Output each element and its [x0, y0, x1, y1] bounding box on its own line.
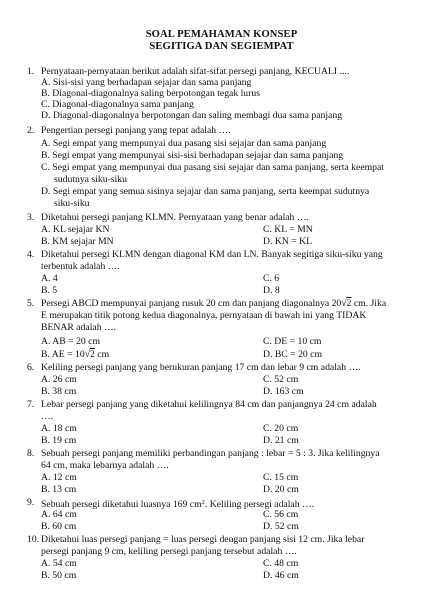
option-d: D. BC = 20 cm — [263, 349, 323, 360]
option-a: A. 64 cm — [41, 509, 77, 520]
option-c: C. 52 cm — [263, 374, 299, 385]
option-b: B. Segi empat yang mempunyai sisi-sisi berhadapan sejajar dan sama panjang — [41, 150, 344, 161]
question-number: 8. — [27, 448, 35, 459]
option-b: B. KM sejajar MN — [41, 236, 114, 247]
option-b: B. 19 cm — [41, 435, 77, 446]
question-text-continued: 64 cm, maka lebarnya adalah …. — [41, 460, 169, 471]
question-text-continued: persegi panjang 9 cm, keliling persegi panjang tersebut adalah …. — [41, 546, 297, 557]
option-d: D. 21 cm — [263, 435, 299, 446]
question-text: Diketahui persegi KLMN dengan diagonal KM dan LN. Banyak segitiga siku-siku yang — [41, 249, 383, 260]
question-text-continued: BENAR adalah …. — [41, 322, 117, 333]
option-b — [41, 349, 109, 360]
question-text-part: . Keliling persegi adalah …. — [204, 499, 315, 510]
option-d: D. 52 cm — [263, 521, 299, 532]
option-a: A. 54 cm — [41, 558, 77, 569]
superscript: 2 — [201, 499, 205, 506]
option-a: A. Sisi-sisi yang berhadapan sejajar dan sama panjang — [41, 77, 252, 88]
question-number: 6. — [27, 362, 35, 373]
question-number: 5. — [27, 298, 35, 309]
question-number: 3. — [27, 212, 35, 223]
sqrt-symbol: √ — [84, 349, 91, 360]
option-a: A. 18 cm — [41, 423, 77, 434]
option-d: D. 46 cm — [263, 570, 299, 581]
option-c: C. Diagonal-diagonalnya sama panjang — [41, 99, 194, 110]
option-d: D. 163 cm — [263, 386, 304, 397]
question-text-continued: terbentuk adalah …. — [41, 261, 120, 272]
option-a: A. 4 — [41, 273, 58, 284]
question-text-continued: …. — [41, 411, 54, 422]
option-c-continued: sudutnya siku-siku — [54, 174, 127, 185]
option-b: B. 38 cm — [41, 386, 77, 397]
question-text-part: Persegi ABCD mempunyai panjang rusuk 20 cm dan panjang diagonalnya 20 — [41, 298, 342, 309]
question-text: Diketahui luas persegi panjang = luas persegi dengan panjang sisi 12 cm. Jika lebar — [41, 534, 365, 545]
option-b: B. 60 cm — [41, 521, 77, 532]
question-text: Keliling persegi panjang yang berukuran panjang 17 cm dan lebar 9 cm adalah …. — [41, 362, 361, 373]
option-a: A. 12 cm — [41, 472, 77, 483]
option-c: C. Segi empat yang mempunyai dua pasang sisi sejajar dan sama panjang, serta keempat — [41, 162, 384, 173]
sqrt-symbol: √ — [341, 298, 347, 309]
option-a: A. 26 cm — [41, 374, 77, 385]
option-c: C. 15 cm — [263, 472, 299, 483]
option-d: D. Segi empat yang semua sisinya sejajar dan sama panjang, serta keempat sudutnya — [41, 186, 370, 197]
page-subtitle: SEGITIGA DAN SEGIEMPAT — [149, 41, 294, 52]
option-d-continued: siku-siku — [54, 198, 90, 209]
option-d: D. 8 — [263, 285, 280, 296]
option-b: B. 50 cm — [41, 570, 77, 581]
option-d: D. KN = KL — [263, 236, 313, 247]
option-text: B. AE = 10 — [41, 349, 85, 360]
question-number: 4. — [27, 249, 35, 260]
option-a: A. KL sejajar KN — [41, 224, 110, 235]
question-number: 2. — [27, 125, 35, 136]
question-text: Lebar persegi panjang yang diketahui kelilingnya 84 cm dan panjangnya 24 cm adalah — [41, 399, 377, 410]
question-text-part: Sebuah persegi diketahui luasnya 169 cm — [41, 499, 202, 510]
option-c: C. 6 — [263, 273, 280, 284]
question-text-continued: E merupakan titik potong kedua diagonalnya, pernyataan di bawah ini yang TIDAK — [41, 310, 367, 321]
option-c: C. 56 cm — [263, 509, 299, 520]
radicand: 2 — [90, 349, 95, 360]
option-b: B. 5 — [41, 285, 58, 296]
option-b: B. 13 cm — [41, 484, 77, 495]
question-text: Diketahui persegi panjang KLMN. Pernyataan yang benar adalah …. — [41, 212, 309, 223]
question-number: 1. — [27, 66, 35, 77]
question-text: Pernyataan-pernyataan berikut adalah sifat-sifat persegi panjang, KECUALI .... — [41, 66, 350, 77]
option-d: D. Diagonal-diagonalnya berpotongan dan saling membagi dua sama panjang — [41, 110, 343, 121]
option-c: C. DE = 10 cm — [263, 336, 322, 347]
option-d: D. 20 cm — [263, 484, 299, 495]
question-text: Pengertian persegi panjang yang tepat adalah …. — [41, 125, 231, 136]
question-number: 10. — [27, 534, 40, 545]
question-text: Sebuah persegi panjang memiliki perbandingan panjang : lebar = 5 : 3. Jika kelilingnya — [41, 448, 380, 459]
option-a: A. Segi empat yang mempunyai dua pasang sisi sejajar dan sama panjang — [41, 138, 327, 149]
option-c: C. 20 cm — [263, 423, 299, 434]
option-a: A. AB = 20 cm — [41, 336, 101, 347]
page-title: SOAL PEMAHAMAN KONSEP — [145, 29, 298, 40]
option-c: C. 48 cm — [263, 558, 299, 569]
option-c: C. KL = MN — [263, 224, 313, 235]
question-text — [41, 298, 386, 309]
question-text-part: cm. Jika — [351, 298, 387, 309]
option-text: cm — [94, 349, 110, 360]
radicand: 2 — [346, 298, 352, 309]
question-number: 9. — [27, 497, 35, 508]
option-b: B. Diagonal-diagonalnya saling berpotongan tegak lurus — [41, 88, 260, 99]
question-number: 7. — [27, 399, 35, 410]
